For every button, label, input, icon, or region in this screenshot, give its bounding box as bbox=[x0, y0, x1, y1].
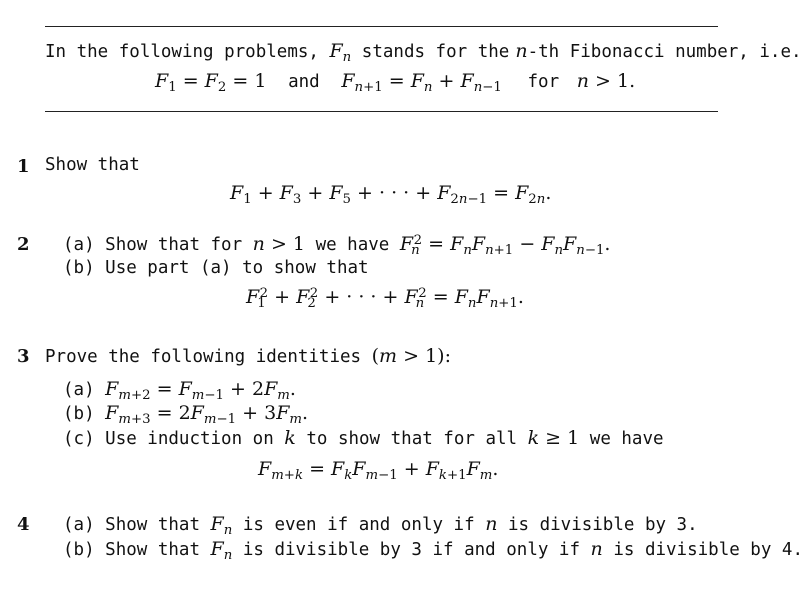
def-condition: n > 1. bbox=[576, 70, 636, 92]
problem-4b-n: n bbox=[590, 538, 603, 560]
problem-2a-text2: we have bbox=[315, 235, 390, 255]
problem-4-part-a bbox=[63, 513, 698, 538]
problem-4a-text3: is divisible by 3. bbox=[507, 515, 698, 535]
problem-3-part-c bbox=[63, 427, 664, 449]
def-base-case: $F_1 = F_2 = 1$ bbox=[155, 70, 267, 95]
intro-text-c: -th Fibonacci number, i.e. bbox=[527, 42, 802, 62]
problem-2-part-b bbox=[63, 258, 369, 278]
problem-3-number: 3 bbox=[17, 346, 30, 367]
problem-2a-identity: $F_n^2 = F_nF_{n+1} - F_nF_{n-1}$. bbox=[399, 233, 611, 258]
problem-3b-label: (b) bbox=[63, 404, 95, 424]
problem-4b-fn: $F_n$ bbox=[210, 538, 233, 563]
problem-1-number: 1 bbox=[17, 156, 30, 177]
problem-3-equation: $F_{m+k} = F_kF_{m-1} + F_{k+1}F_m$. bbox=[258, 458, 499, 483]
problem-3a-label: (a) bbox=[63, 380, 95, 400]
problem-1-equation: $F_1 + F_3 + F_5$ + · · · + $F_{2n-1} = F_{2n}$. bbox=[230, 182, 552, 207]
problem-4b-label: (b) bbox=[63, 540, 95, 560]
problem-4b-text: Show that bbox=[105, 540, 200, 560]
problem-2-equation: $F_1^2 + F_2^2$ + · · · + $F_n^2 = F_nF_{n+1}$. bbox=[246, 286, 524, 311]
problem-3c-text2: to show that for all bbox=[306, 429, 518, 449]
problem-3-part-b bbox=[63, 402, 309, 427]
intro-math-fn: $F_n$ bbox=[329, 40, 352, 65]
problem-2a-label: (a) bbox=[63, 235, 95, 255]
def-and: and bbox=[288, 72, 320, 92]
intro-line-1 bbox=[45, 40, 802, 65]
problem-3-condition: (m > 1): bbox=[371, 345, 451, 367]
problem-3c-condition: k ≥ 1 bbox=[527, 427, 580, 449]
problem-3b-identity: $F_{m+3} = 2F_{m-1} + 3F_m$. bbox=[105, 402, 309, 427]
problem-3-lead-line bbox=[45, 345, 451, 367]
problem-3c-text: Use induction on bbox=[105, 429, 274, 449]
problem-4a-text2: is even if and only if bbox=[242, 515, 475, 535]
problem-4a-label: (a) bbox=[63, 515, 95, 535]
problem-4-number: 4 bbox=[17, 514, 30, 535]
intro-text-b: stands for the bbox=[361, 42, 510, 62]
problem-2a-text: Show that for bbox=[105, 235, 243, 255]
problem-3c-label: (c) bbox=[63, 429, 95, 449]
problem-3a-identity: $F_{m+2} = F_{m-1} + 2F_m$. bbox=[105, 378, 296, 403]
top-rule bbox=[45, 26, 718, 27]
problem-4a-text: Show that bbox=[105, 515, 200, 535]
intro-definition bbox=[155, 70, 636, 95]
problem-4b-text3: is divisible by 4. bbox=[613, 540, 803, 560]
def-for: for bbox=[527, 72, 560, 92]
problem-4a-fn: $F_n$ bbox=[210, 513, 233, 538]
bottom-rule bbox=[45, 111, 718, 112]
problem-4a-n: n bbox=[485, 513, 498, 535]
problem-2b-text: Use part (a) to show that bbox=[105, 258, 369, 278]
problem-3c-var-k: k bbox=[284, 427, 296, 449]
problem-2-part-a bbox=[63, 233, 611, 258]
problem-4b-text2: is divisible by 3 if and only if bbox=[242, 540, 580, 560]
problem-3c-text3: we have bbox=[589, 429, 664, 449]
intro-text-a: In the following problems, bbox=[45, 42, 319, 62]
problem-4-part-b bbox=[63, 538, 803, 563]
problem-1-lead: Show that bbox=[45, 155, 140, 175]
problem-3-lead: Prove the following identities bbox=[45, 347, 362, 367]
problem-2a-condition: n > 1 bbox=[252, 233, 306, 255]
problem-2b-label: (b) bbox=[63, 258, 95, 278]
intro-math-n: n bbox=[509, 40, 528, 62]
problem-3-part-a bbox=[63, 378, 296, 403]
problem-2-number: 2 bbox=[17, 234, 30, 255]
def-recurrence: $F_{n+1} = F_n + F_{n-1}$ bbox=[341, 70, 502, 95]
